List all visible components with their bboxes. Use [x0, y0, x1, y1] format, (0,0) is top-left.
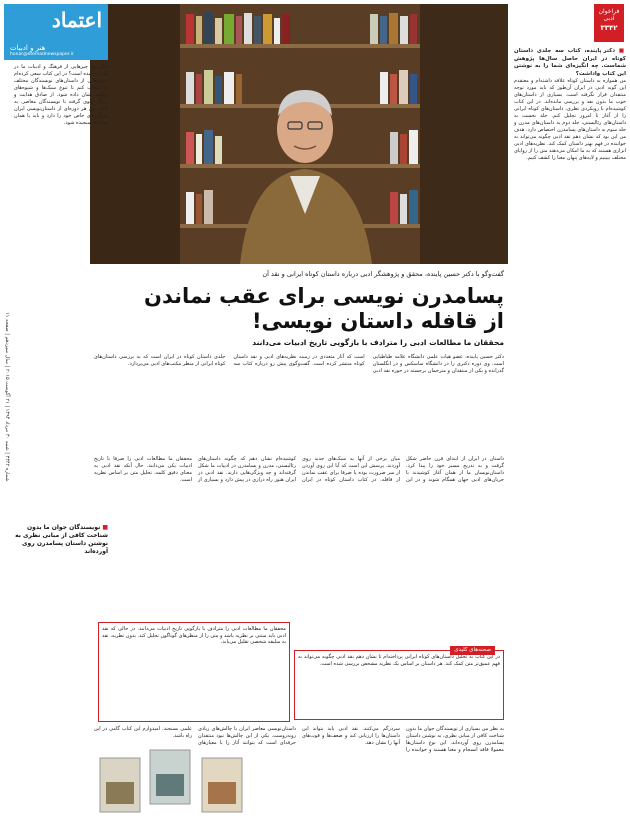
section-name: هنر و ادبیات: [10, 44, 46, 52]
pull-quote: [14, 524, 108, 556]
issue-badge: [594, 4, 624, 42]
sidebar-box-tag: صحنه‌های کلیدی: [450, 646, 495, 655]
masthead: [4, 4, 108, 60]
main-article: [90, 4, 508, 816]
section-email: honar@etemadnewspaper.ir: [10, 52, 74, 57]
right-column: [514, 4, 626, 816]
book-cover: [202, 758, 242, 812]
issue-info: شماره ۳۳۴۲ | شنبه ۳۰ مرداد ۱۳۹۴ | ۲۱ آگوست ۲۰۱۵ | سال سیزدهم | صفحه ۱۱: [4, 312, 10, 482]
pull-quote-marker: ■: [102, 524, 108, 531]
badge-number: ۳۳۴۲: [600, 24, 618, 33]
article-subheading: گفت‌وگو با دکتر حسین پاینده، محقق و پژوهشگر ادبی درباره داستان کوتاه ایرانی و نقد آن: [262, 270, 504, 278]
interview-question: ■ دکتر پاینده، کتاب سه جلدی داستان کوتاه در ایران حاصل سال‌ها پژوهش شماست. چه انگیزه‌ای شما را به نوشتن این کتاب واداشت؟: [514, 48, 627, 77]
article-body: داستان در ایران از ابتدای قرن حاضر شکل گرفت و به تدریج مسیر خود را پیدا کرد. داستان‌نویسان ما از همان آغاز کوشیدند با جریان‌های ادبی جهان همگام شوند و در این میان برخی از آنها به سبک‌های جدید روی آوردند. پرسش این است که آیا این روی آوردن از سر ضرورت بوده یا صرفا برای عقب نماندن از قافله. در کتاب داستان کوتاه در ایران کوشیده‌ام نشان دهم که چگونه داستان‌های رئالیستی، مدرن و پسامدرن در ادبیات ما شکل گرفته‌اند و چه ویژگی‌هایی دارند. نقد ادبی در ایران هنوز راه درازی در پیش دارد و بسیاری از محققان ما مطالعات ادبی را صرفا با تاریخ ادبیات یکی می‌دانند. حال آنکه نقد ادبی به معنای دقیق کلمه، تحلیل متن بر اساس نظریه است.: [94, 456, 504, 483]
article-headline: [94, 284, 504, 334]
article-summary: محققان ما مطالعات ادبی را مترادف با بازگویی تاریخ ادبیات می‌دانند: [252, 338, 504, 347]
quote-box: محققان ما مطالعات ادبی را مترادف با بازگویی تاریخ ادبیات می‌دانند. در حالی که نقد ادبی باید مبتنی بر نظریه باشد و متن را از منظرهای گوناگون تحلیل کند. بدون نظریه، نقد به سلیقه شخصی تقلیل می‌یابد.: [98, 622, 290, 722]
sidebar-box-text: در این کتاب به تحلیل داستان‌های کوتاه ایرانی پرداخته‌ام تا نشان دهم نقد ادبی چگونه می‌تواند به فهم عمیق‌تر متن کمک کند. هر داستان بر اساس یک نظریه مشخص بررسی شده است.: [298, 654, 500, 667]
right-column-text: [514, 48, 626, 162]
badge-label: فراخوان ادبی: [598, 8, 620, 23]
book-cover: [150, 750, 190, 804]
portrait-photo: [90, 4, 508, 264]
article-body-2: به نظر من بسیاری از نویسندگان جوان ما بدون شناخت کافی از مبانی نظری، به نوشتن داستان پسامدرن روی آورده‌اند. این نوع داستان‌ها معمولا فاقد انسجام و معنا هستند و خواننده را سردرگم می‌کنند. نقد ادبی باید بتواند این داستان‌ها را ارزیابی کند و ضعف‌ها و قوت‌های آنها را نشان دهد.: [302, 726, 504, 753]
interview-answer: من همواره به داستان کوتاه علاقه داشته‌ام و معتقدم این گونه ادبی در ایران آن‌طور که باید مورد توجه منتقدان قرار نگرفته است. بسیاری از داستان‌های خوب ما بدون نقد و بررسی مانده‌اند. در این کتاب کوشیده‌ام با رویکردی نظری، داستان‌های کوتاه ایرانی را از آغاز تا امروز تحلیل کنم. جلد نخست به داستان‌های رئالیستی، جلد دوم به داستان‌های مدرن و جلد سوم به داستان‌های پسامدرن اختصاص دارد. هدف من این بود که نشان دهم نقد ادبی چگونه می‌تواند به خواننده در فهم بهتر داستان کمک کند. نظریه‌های ادبی ابزاری هستند که به ما امکان می‌دهند متن را از زوایای مختلف ببینیم و لایه‌های پنهان معنا را کشف کنیم.: [514, 78, 626, 161]
left-column: [4, 4, 108, 816]
pull-quote-text: نویسندگان جوان ما بدون شناخت کافی از مبانی نظری به نوشتن داستان پسامدرن روی آورده‌اند: [15, 524, 108, 555]
headline-line-2: از قافله داستان نویسی!: [251, 309, 504, 333]
interview-question-text: دکتر پاینده، کتاب سه جلدی داستان کوتاه در ایران حاصل سال‌ها پژوهش شماست. چه انگیزه‌ای شما را به نوشتن این کتاب واداشت؟: [514, 48, 626, 77]
headline-line-1: پسامدرن نویسی برای عقب نماندن: [144, 284, 504, 308]
article-intro: دکتر حسین پاینده، عضو هیات علمی دانشگاه علامه طباطبایی است. وی دوره دکتری را در دانشگاه ساسکس و در انگلستان گذرانده و یکی از منتقدان و مترجمان برجسته در حوزه نقد ادبی است که آثار متعددی در زمینه نظریه‌های ادبی و نقد داستان کوتاه منتشر کرده است. گفت‌وگوی پیش رو درباره کتاب سه جلدی داستان کوتاه در ایران است که به بررسی داستان‌های کوتاه ایرانی از منظر مکتب‌های ادبی می‌پردازد.: [94, 354, 504, 374]
sidebar-box: [294, 647, 504, 720]
book-covers: [98, 746, 248, 816]
newspaper-logo: اعتماد: [51, 8, 102, 32]
article-closing: داستان‌نویسی معاصر ایران با چالش‌های زیادی روبه‌روست. یکی از این چالش‌ها نبود منتقدان حرفه‌ای است که بتوانند آثار را با معیارهای علمی بسنجند. امیدوارم این کتاب گامی در این راه باشد.: [94, 726, 296, 746]
left-column-text: دیگر چه چیزهایی از فرهنگ و ادبیات ما در این اثر آمده است؟ در این کتاب سعی کرده‌ام نمونه‌هایی از داستان‌های نویسندگان مختلف را انتخاب کنم تا تنوع سبک‌ها و شیوه‌های روایت نشان داده شود. از صادق هدایت و بزرگ علوی گرفته تا نویسندگان معاصر. به گمان من هر دوره‌ای از داستان‌نویسی ایران ویژگی‌های خاص خود را دارد و باید با همان معیارها سنجیده شود.: [14, 64, 108, 126]
